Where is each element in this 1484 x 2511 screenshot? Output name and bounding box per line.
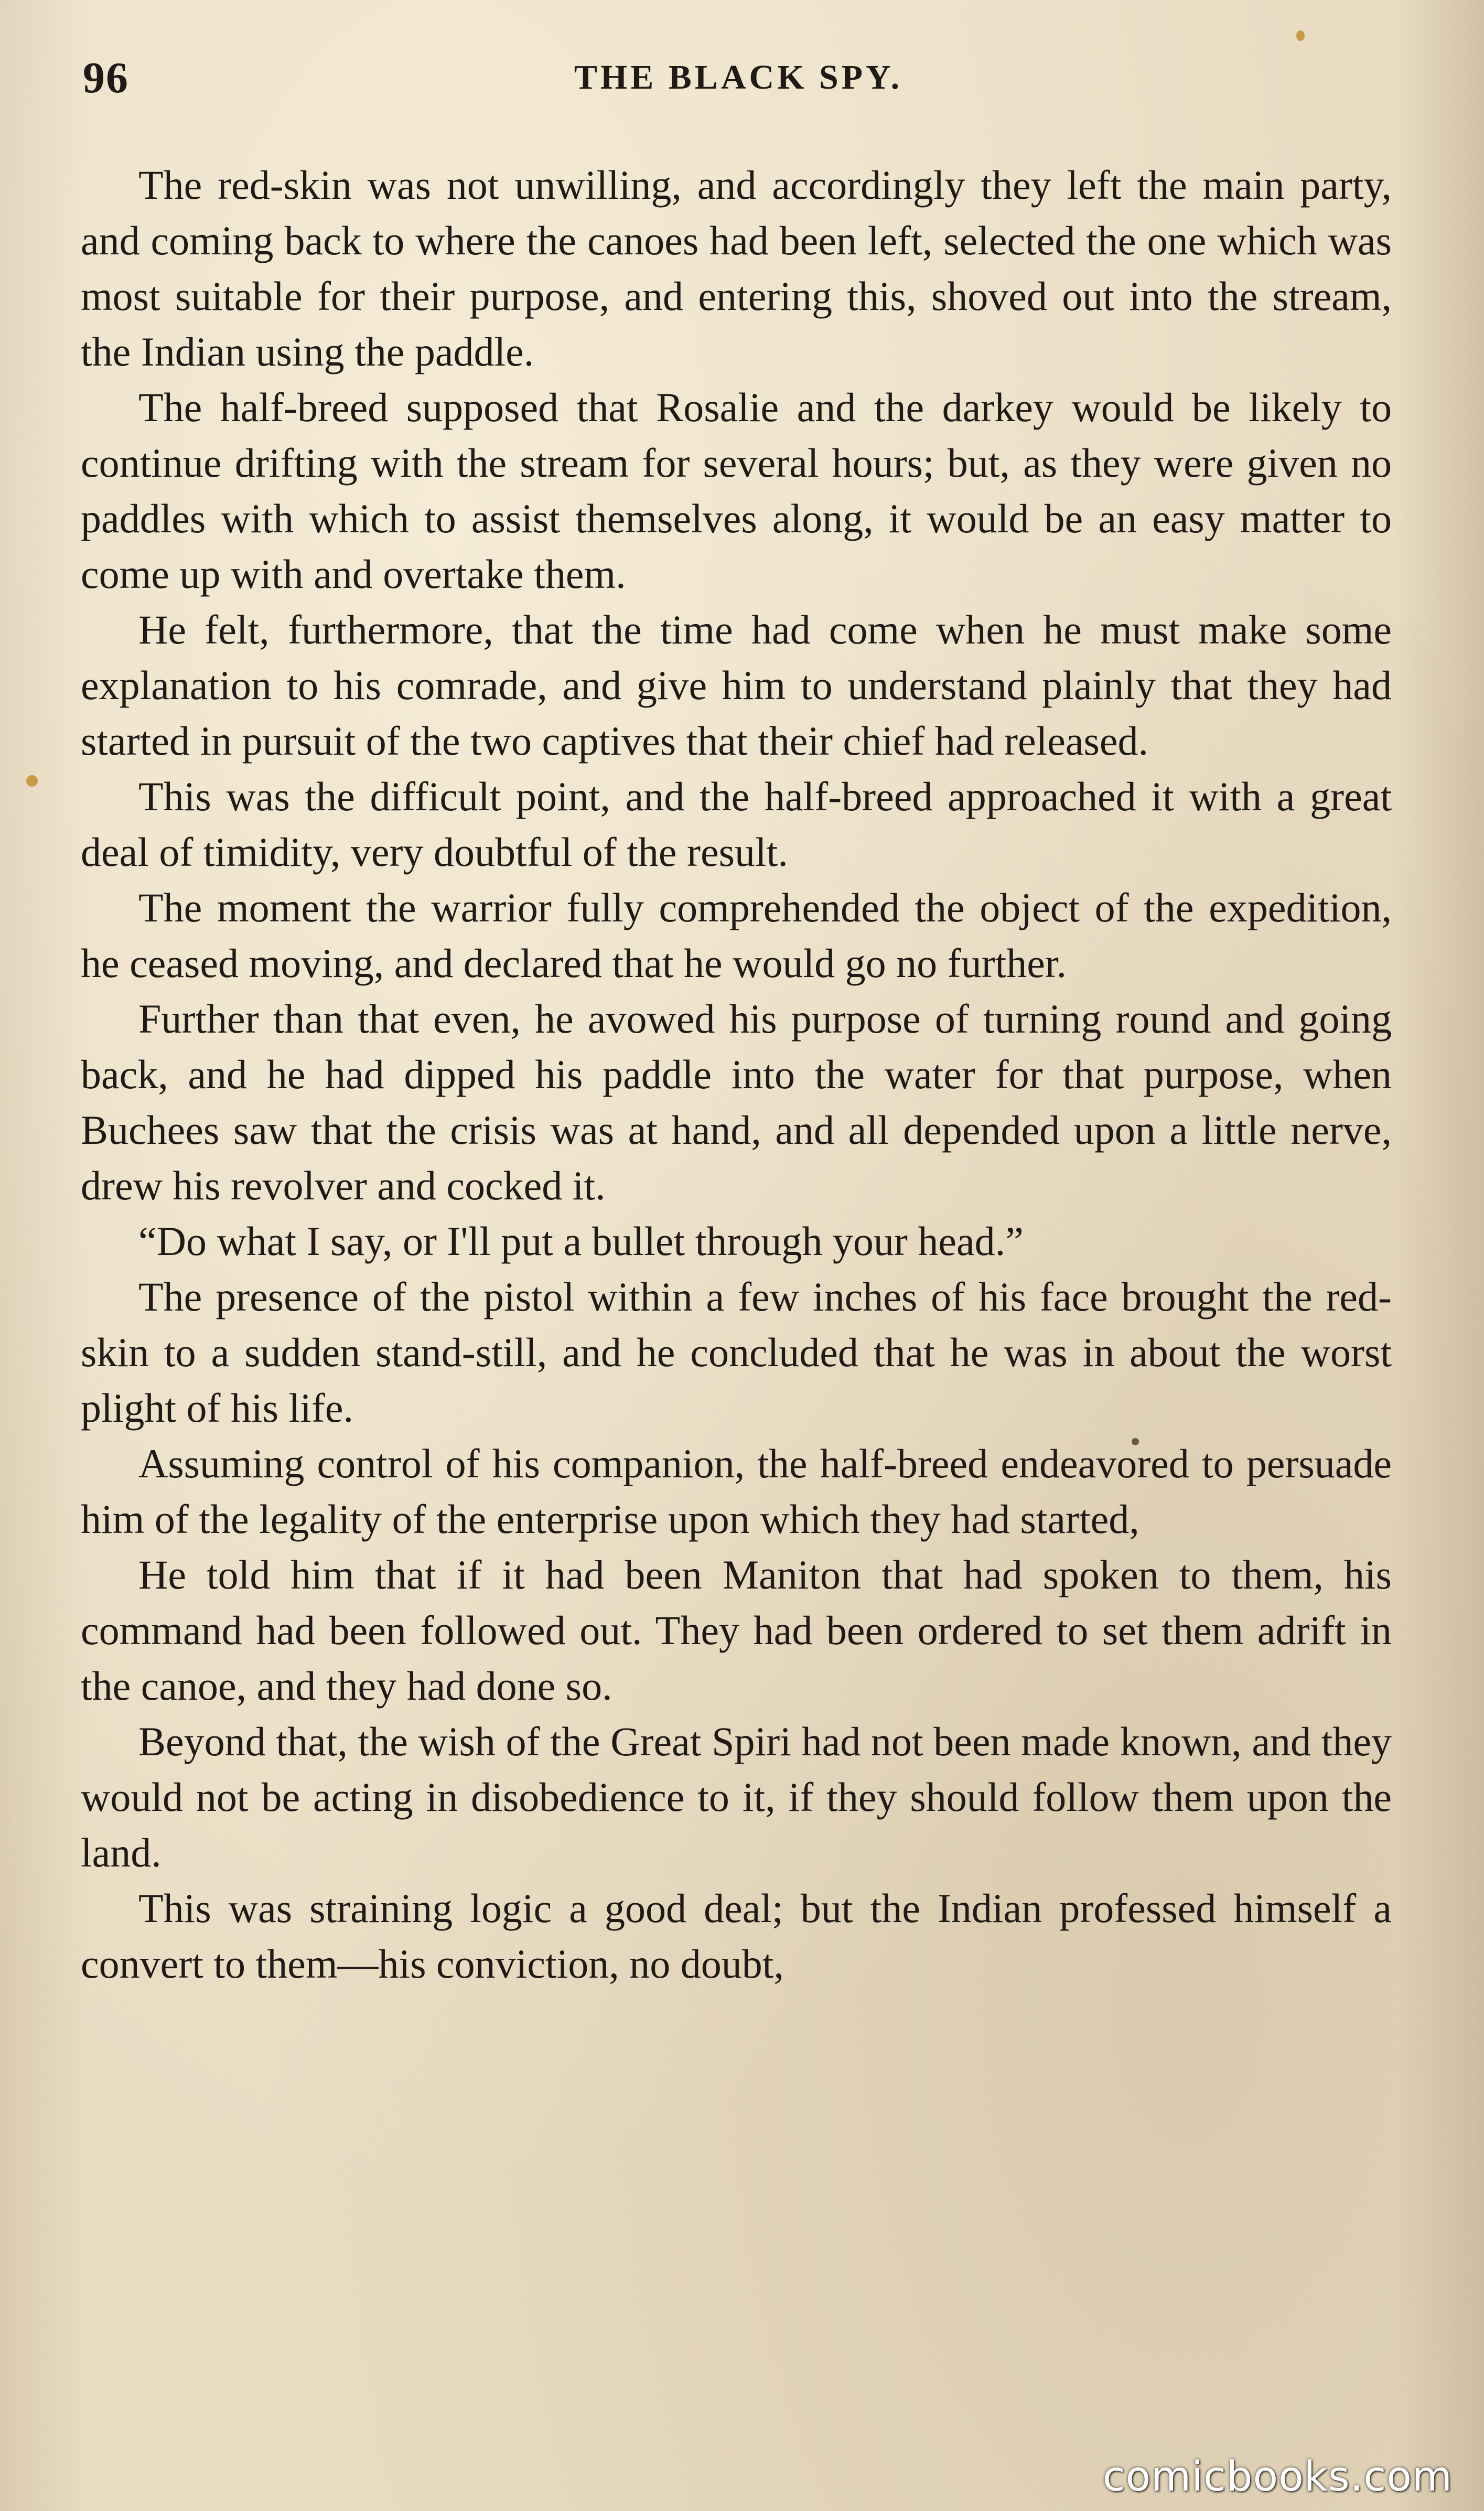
paragraph: The moment the warrior fully comprehended the object of the expedition, he ceased moving, and declared that he would go no further. [81,885,1392,986]
paragraph: He told him that if it had been Maniton that had spoken to them, his command had been followed out. They had been ordered to set them adrift in the canoe, and they had done so. [81,1552,1392,1709]
paragraph: The half-breed supposed that Rosalie and the darkey would be likely to continue drifting with the stream for several hours; but, as they were given no paddles with which to assist themselves along, it would be an easy matter to come up with and overtake them. [81,384,1392,597]
paragraph: This was the difficult point, and the half-breed approached it with a great deal of timidity, very doubtful of the result. [81,774,1392,875]
page-number: 96 [83,53,129,102]
paragraph: Assuming control of his companion, the half-breed endeavored to persuade him of the legality of the enterprise upon which they had started, [81,1441,1392,1542]
paragraph: “Do what I say, or I'll put a bullet through your head.” [138,1218,1024,1264]
paragraph: Beyond that, the wish of the Great Spiri had not been made known, and they would not be acting in disobedience to it, if they should follow them upon the land. [81,1719,1392,1875]
running-title: THE BLACK SPY. [574,58,903,96]
paragraph: He felt, furthermore, that the time had come when he must make some explanation to his comrade, and give him to understand plainly that they had started in pursuit of the two captives that their chief had released. [81,607,1392,764]
paper-stain [1296,30,1305,41]
paragraph: Further than that even, he avowed his purpose of turning round and going back, and he had dipped his paddle into the water for that purpose, when Buchees saw that the crisis was at hand, and all depended upon a little nerve, drew his revolver and cocked it. [81,996,1392,1208]
paragraph: The presence of the pistol within a few inches of his face brought the red-skin to a sudden stand-still, and he concluded that he was in about the worst plight of his life. [81,1274,1392,1431]
paper-stain [26,775,38,787]
paragraph: This was straining logic a good deal; but the Indian professed himself a convert to them—his conviction, no doubt, [81,1885,1392,1987]
body-text [81,157,1392,1992]
paragraph: The red-skin was not unwilling, and accordingly they left the main party, and coming back to where the canoes had been left, selected the one which was most suitable for their purpose, and entering this, shoved out into the stream, the Indian using the paddle. [81,162,1392,374]
page-header [83,52,1394,115]
source-watermark: comicbooks.com [1102,2453,1453,2501]
